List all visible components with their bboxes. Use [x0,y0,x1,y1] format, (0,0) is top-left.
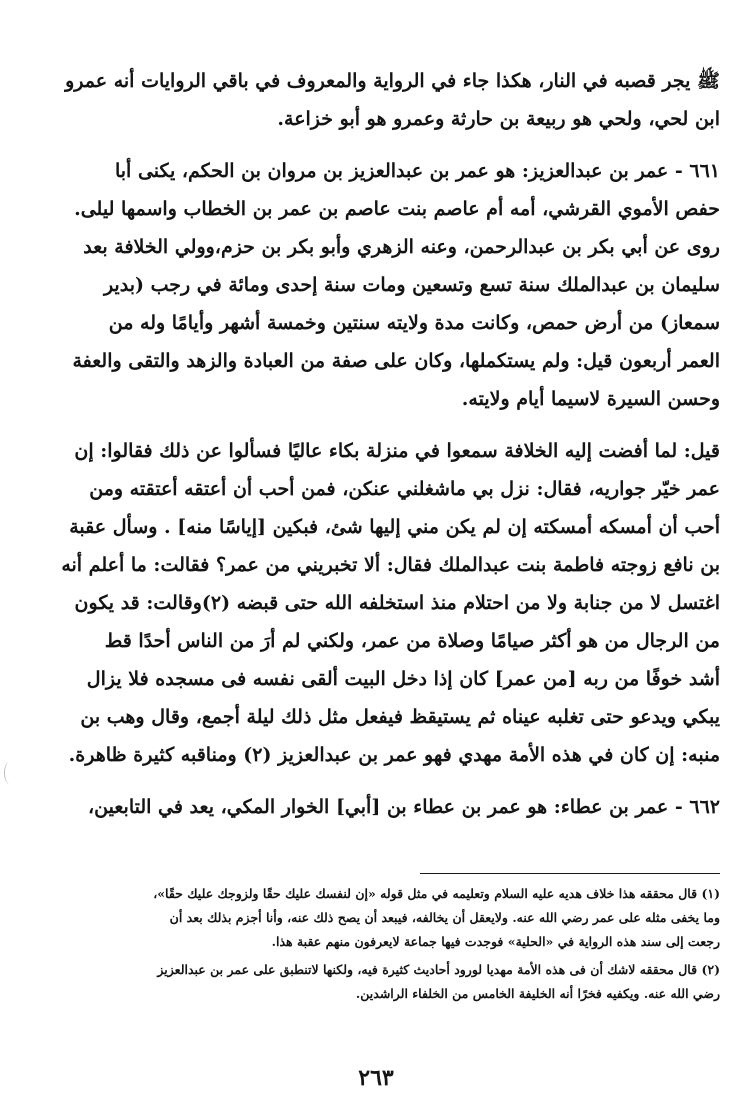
text-line: ﷺ يجر قصبه في النار، هكذا جاء في الرواية والمعروف في باقي الروايات أنه عمرو [65,70,720,92]
margin-scan-mark [4,762,15,784]
text-line: بن نافع زوجته فاطمة بنت عبدالملك فقال: ألا تخبريني من عمر؟ فقالت: ما أعلم أنه [61,554,720,576]
text-line: منبه: إن كان في هذه الأمة مهدي فهو عمر بن عبدالعزيز (٢) ومناقبه كثيرة ظاهرة. [68,744,720,766]
main-text-body [50,62,720,826]
paragraph-gap [50,418,720,432]
text-line: قيل: لما أفضت إليه الخلافة سمعوا في منزلة بكاء عاليًا فسألوا عن ذلك فقالوا: إن [74,440,720,462]
footnote-1-line: رجعت إلى سند هذه الرواية في «الحلية» فوجدت فيها جماعة لايعرفون منهم عقبة هذا. [271,934,720,949]
page-number: ٢٦٣ [358,1065,394,1091]
paragraph-gap [50,774,720,788]
footnote-1-line: (١) قال محققه هذا خلاف هديه عليه السلام وتعليمه في مثل قوله «إن لنفسك عليك حقًا ولزوجك عليك حقًا»، [153,886,720,901]
footnote-2-line: (٢) قال محققه لاشك أن فى هذه الأمة مهديا لورود أحاديث كثيرة فيه، ولكنها لاتنطبق على عمر بن عبدالعزيز [157,962,720,977]
text-line: العمر أربعون قيل: ولم يستكملها، وكان على صفة من العبادة والزهد والتقى والعفة [72,350,720,372]
text-line: سمعاز) من أرض حمص، وكانت مدة ولايته سنتين وخمسة أشهر وأيامًا وله من [108,312,720,334]
footnote-separator-rule [420,873,720,874]
paragraph-gap [50,138,720,152]
entry-661-heading-line: ٦٦١ - عمر بن عبدالعزيز: هو عمر بن عبدالعزيز بن مروان بن الحكم، يكنى أبا [114,160,720,182]
text-line: يبكي ويدعو حتى تغلبه عيناه ثم يستيقظ فيفعل مثل ذلك ليلة أجمع، وقال وهب بن [80,706,720,728]
text-line: من الرجال من هو أكثر صيامًا وصلاة من عمر، ولكني لم أرَ من الناس أحدًا قط [104,630,720,652]
text-line: أشد خوفًا من ربه [من عمر] كان إذا دخل البيت ألقى نفسه فى مسجده فلا يزال [86,668,720,690]
text-line: روى عن أبي بكر بن عبدالرحمن، وعنه الزهري وأبو بكر بن حزم،وولي الخلافة بعد [83,236,720,258]
text-line: وحسن السيرة لاسيما أيام ولايته. [461,388,720,410]
text-line: سليمان بن عبدالملك سنة تسع وتسعين ومات سنة إحدى ومائة في رجب (بدير [103,274,720,296]
text-line: عمر خيّر جواريه، فقال: نزل بي ماشغلني عنكن، فمن أحب أن أعتقه أعتقته ومن [89,478,720,500]
entry-662-heading-line: ٦٦٢ - عمر بن عطاء: هو عمر بن عطاء بن [أبي] الخوار المكي، يعد في التابعين، [88,796,720,818]
footnote-1-line: وما يخفى مثله على عمر رضي الله عنه. ولايعقل أن يخالفه، فيبعد أن يصح ذلك عنه، وأنا أجزم بذلك بعد أن [169,910,720,925]
footnotes [50,882,720,1006]
text-line: اغتسل لا من جنابة ولا من احتلام منذ استخلفه الله حتى قبضه (٢)وقالت: قد يكون [74,592,720,614]
text-line: ابن لحي، ولحي هو ربيعة بن حارثة وعمرو هو أبو خزاعة. [277,108,720,130]
text-line: حفص الأموي القرشي، أمه أم عاصم بنت عاصم بن عمر بن الخطاب واسمها ليلى. [74,198,720,220]
text-line: أحب أن أمسكه أمسكته إن لم يكن مني إليها شئ، فبكين [إياسًا منه] . وسأل عقبة [69,516,720,538]
footnote-2-line: رضي الله عنه. ويكفيه فخرًا أنه الخليفة الخامس من الخلفاء الراشدين. [355,986,720,1001]
